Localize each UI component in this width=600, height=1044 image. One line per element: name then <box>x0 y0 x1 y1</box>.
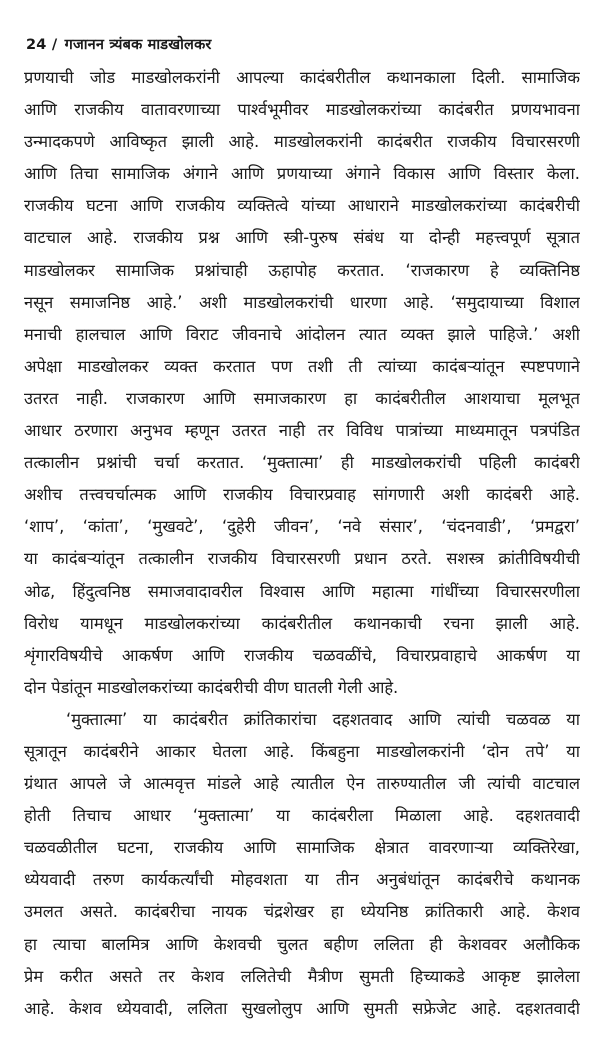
text-line: वाटचाल आहे. राजकीय प्रश्न आणि स्त्री-पुरुष संबंध या दोन्ही महत्त्वपूर्ण सूत्रात <box>24 228 580 248</box>
text-line: ध्येयवादी तरुण कार्यकर्त्यांची मोहवशता या तीन अनुबंधांतून कादंबरीचे कथानक <box>24 870 580 890</box>
text-line: प्रणयाची जोड माडखोलकरांनी आपल्या कादंबरीतील कथानकाला दिली. सामाजिक <box>24 68 580 87</box>
text-line: प्रेम करीत असते तर केशव ललितेची मैत्रीण सुमती हिच्याकडे आकृष्ट झालेला <box>24 966 580 986</box>
text-line: उतरत नाही. राजकारण आणि समाजकारण हा कादंबरीतील आशयाचा मूलभूत <box>24 388 580 408</box>
running-header-author: गजानन त्र्यंबक माडखोलकर <box>64 37 212 53</box>
text-line: दोन पेडांतून माडखोलकरांच्या कादंबरीची वीण घातली गेली आहे. <box>24 677 399 697</box>
text-line: राजकीय घटना आणि राजकीय व्यक्तित्वे यांच्या आधाराने माडखोलकरांच्या कादंबरीची <box>24 196 580 216</box>
page-number: 24 / <box>26 37 58 53</box>
running-header <box>26 34 212 54</box>
text-line: माडखोलकर सामाजिक प्रश्नांचाही ऊहापोह करतात. ‘राजकारण हे व्यक्तिनिष्ठ <box>24 260 580 280</box>
text-line: आहे. केशव ध्येयवादी, ललिता सुखलोलुप आणि सुमती सफ्रेजेट आहे. दहशतवादी <box>24 998 580 1018</box>
text-line: होती तिचाच आधार ‘मुक्तात्मा’ या कादंबरीला मिळाला आहे. दहशतवादी <box>24 806 580 826</box>
text-line: उमलत असते. कादंबरीचा नायक चंद्रशेखर हा ध्येयनिष्ठ क्रांतिकारी आहे. केशव <box>24 902 580 922</box>
text-line: हा त्याचा बालमित्र आणि केशवची चुलत बहीण ललिता ही केशववर अलौकिक <box>24 934 580 954</box>
text-line: आधार ठरणारा अनुभव म्हणून उतरत नाही तर विविध पात्रांच्या माध्यमातून पत्रपंडित <box>24 421 580 441</box>
text-line: ग्रंथात आपले जे आत्मवृत्त मांडले आहे त्यातील ऐन तारुण्यातील जी त्यांची वाटचाल <box>24 774 580 794</box>
text-line: ‘मुक्तात्मा’ या कादंबरीत क्रांतिकारांचा दहशतवाद आणि त्यांची चळवळ या <box>66 709 580 729</box>
text-line: शृंगारविषयीचे आकर्षण आणि राजकीय चळवळींचे, विचारप्रवाहाचे आकर्षण या <box>24 645 580 665</box>
text-line: ‘शाप’, ‘कांता’, ‘मुखवटे’, ‘दुहेरी जीवन’, ‘नवे संसार’, ‘चंदनवाडी’, ‘प्रमद्वरा’ <box>24 517 580 537</box>
text-line: आणि तिचा सामाजिक अंगाने आणि प्रणयाच्या अंगाने विकास आणि विस्तार केला. <box>24 164 580 184</box>
text-line: उन्मादकपणे आविष्कृत झाली आहे. माडखोलकरांनी कादंबरीत राजकीय विचारसरणी <box>24 132 580 152</box>
text-line: आणि राजकीय वातावरणाच्या पार्श्वभूमीवर माडखोलकरांच्या कादंबरीत प्रणयभावना <box>24 100 580 120</box>
text-line: अशीच तत्त्वचर्चात्मक आणि राजकीय विचारप्रवाह सांगणारी अशी कादंबरी आहे. <box>24 485 580 505</box>
text-line: या कादंबऱ्यांतून तत्कालीन राजकीय विचारसरणी प्रधान ठरते. सशस्त्र क्रांतीविषयीची <box>24 549 580 569</box>
text-line: मनाची हालचाल आणि विराट जीवनाचे आंदोलन त्यात व्यक्त झाले पाहिजे.’ अशी <box>24 324 580 344</box>
text-line: विरोध यामधून माडखोलकरांच्या कादंबरीतील कथानकाची रचना झाली आहे. <box>24 613 580 633</box>
body-text <box>24 62 580 1025</box>
text-line: सूत्रातून कादंबरीने आकार घेतला आहे. किंबहुना माडखोलकरांनी ‘दोन तपे’ या <box>24 741 580 761</box>
text-line: ओढ, हिंदुत्वनिष्ठ समाजवादावरील विश्वास आणि महात्मा गांधींच्या विचारसरणीला <box>24 581 580 601</box>
text-line: तत्कालीन प्रश्नांची चर्चा करतात. ‘मुक्तात्मा’ ही माडखोलकरांची पहिली कादंबरी <box>24 453 580 473</box>
text-line: अपेक्षा माडखोलकर व्यक्त करतात पण तशी ती त्यांच्या कादंबऱ्यांतून स्पष्टपणाने <box>24 356 580 376</box>
text-line: नसून समाजनिष्ठ आहे.’ अशी माडखोलकरांची धारणा आहे. ‘समुदायाच्या विशाल <box>24 292 580 312</box>
text-line: चळवळीतील घटना, राजकीय आणि सामाजिक क्षेत्रात वावरणाऱ्या व्यक्तिरेखा, <box>24 838 580 858</box>
